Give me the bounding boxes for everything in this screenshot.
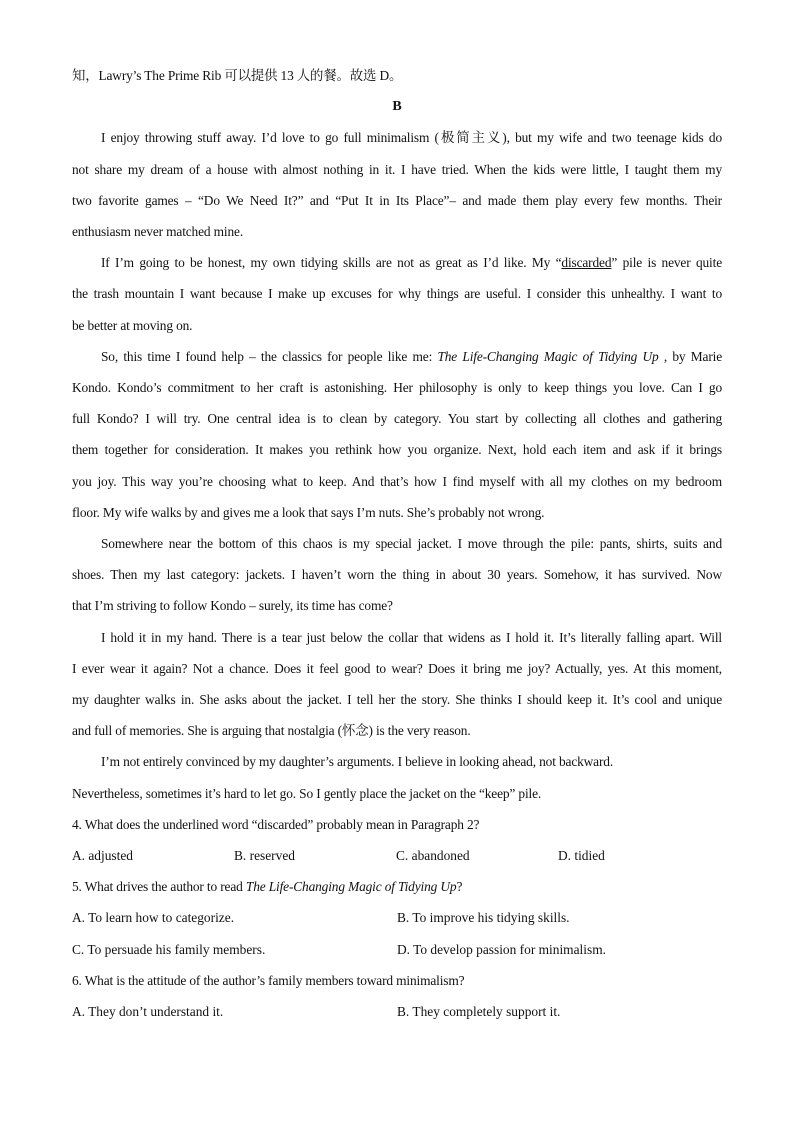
paragraph-line: not share my dream of a house with almost nothing in it. I have tried. When the kids were little, I taught them my — [72, 161, 722, 177]
text-span: ” pile is never quite — [611, 255, 722, 271]
paragraph-2 — [72, 247, 722, 341]
option-c: C. abandoned — [396, 848, 470, 864]
text-span: , by Marie — [658, 348, 722, 364]
paragraph-4 — [72, 528, 722, 622]
option-a: A. They don’t understand it. — [72, 1004, 224, 1020]
paragraph-line: my daughter walks in. She asks about the jacket. I tell her the story. She thinks I should keep it. It’s cool and unique — [72, 692, 722, 708]
paragraph-line — [72, 247, 722, 278]
question-6 — [72, 965, 722, 1027]
paragraph-line: and full of memories. She is arguing that nostalgia (怀念) is the very reason. — [72, 723, 471, 739]
paragraph-line: I hold it in my hand. There is a tear just below the collar that widens as I hold it. It’s literally falling apart. Will — [101, 629, 722, 645]
paragraph-line: Somewhere near the bottom of this chaos is my special jacket. I move through the pile: pants, shirts, suits and — [101, 536, 722, 552]
paragraph-line: you joy. This way you’re choosing what to keep. And that’s how I find myself with all my clothes on my bedroom — [72, 473, 722, 489]
text-span: ? — [456, 879, 463, 895]
paragraph-line: floor. My wife walks by and gives me a look that says I’m nuts. She’s probably not wrong. — [72, 504, 545, 520]
question-stem: 6. What is the attitude of the author’s family members toward minimalism? — [72, 972, 465, 988]
text-span: If I’m going to be honest, my own tidying skills are not as great as I’d like. My “ — [101, 255, 562, 271]
paragraph-line: them together for consideration. It makes you rethink how you organize. Next, hold each item and ask if it brings — [72, 442, 722, 458]
book-title: The Life-Changing Magic of Tidying Up — [245, 879, 457, 895]
question-options — [72, 902, 722, 933]
paragraph-line: I’m not entirely convinced by my daughter’s arguments. I believe in looking ahead, not backward. — [101, 754, 614, 770]
paragraph-line: I ever wear it again? Not a chance. Does it feel good to wear? Does it bring me joy? Actually, yes. At this moment, — [72, 660, 722, 676]
underlined-word-discarded: discarded — [561, 255, 612, 271]
paragraph-line: shoes. Then my last category: jackets. I haven’t worn the thing in about 30 years. Somehow, it has survived. Now — [72, 567, 722, 583]
book-title: The Life-Changing Magic of Tidying Up — [437, 348, 659, 364]
option-b: B. To improve his tidying skills. — [397, 910, 570, 926]
option-b: B. They completely support it. — [397, 1004, 561, 1020]
section-heading: B — [392, 99, 402, 115]
paragraph-line: full Kondo? I will try. One central idea is to clean by category. You start by collecting all clothes and gathering — [72, 411, 722, 427]
paragraph-line: the trash mountain I want because I make up excuses for why things are useful. I consider this unhealthy. I want to — [72, 286, 722, 302]
option-a: A. adjusted — [72, 848, 133, 864]
question-stem — [72, 871, 722, 902]
question-options — [72, 996, 722, 1027]
paragraph-line — [72, 341, 722, 372]
question-5 — [72, 871, 722, 965]
paragraph-5 — [72, 622, 722, 747]
option-c: C. To persuade his family members. — [72, 941, 266, 957]
document-page — [72, 60, 722, 1027]
paragraph-line: Kondo. Kondo’s commitment to her craft is astonishing. Her philosophy is only to keep things you love. Can I go — [72, 380, 722, 396]
paragraph-line: Nevertheless, sometimes it’s hard to let go. So I gently place the jacket on the “keep” pile. — [72, 785, 542, 801]
answer-explanation-line: 知，Lawry’s The Prime Rib 可以提供 13 人的餐。故选 D。 — [72, 68, 403, 83]
paragraph-3 — [72, 341, 722, 528]
paragraph-1 — [72, 122, 722, 247]
question-stem: 4. What does the underlined word “discarded” probably mean in Paragraph 2? — [72, 816, 480, 832]
paragraph-line: two favorite games – “Do We Need It?” and “Put It in Its Place”– and made them play every few months. Their — [72, 192, 722, 208]
paragraph-line: I enjoy throwing stuff away. I’d love to go full minimalism (极简主义), but my wife and two teenage kids do — [101, 130, 722, 146]
option-d: D. tidied — [558, 848, 605, 864]
question-4 — [72, 809, 722, 871]
paragraph-line: enthusiasm never matched mine. — [72, 224, 244, 240]
paragraph-line: be better at moving on. — [72, 317, 193, 333]
text-span: 5. What drives the author to read — [72, 879, 246, 895]
paragraph-6 — [72, 746, 722, 808]
question-options — [72, 934, 722, 965]
option-a: A. To learn how to categorize. — [72, 910, 235, 926]
option-b: B. reserved — [234, 848, 295, 864]
question-options — [72, 840, 722, 871]
text-span: So, this time I found help – the classics for people like me: — [101, 348, 438, 364]
option-d: D. To develop passion for minimalism. — [397, 941, 606, 957]
paragraph-line: that I’m striving to follow Kondo – surely, its time has come? — [72, 598, 393, 614]
